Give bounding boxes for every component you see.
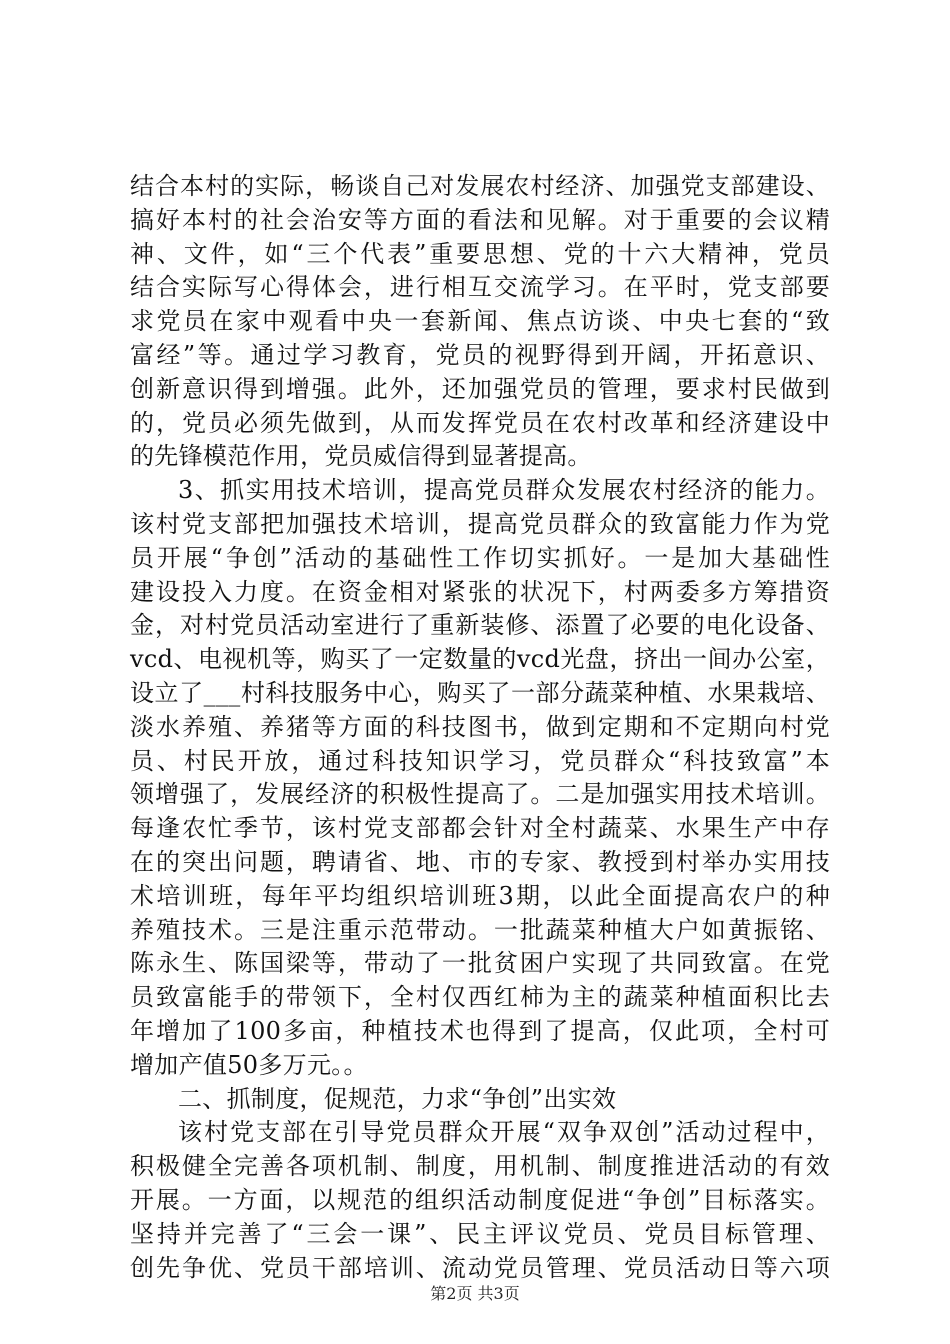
text-line: 在的突出问题，聘请省、地、市的专家、教授到村举办实用技 [130, 847, 830, 876]
text-line: 创新意识得到增强。此外，还加强党员的管理，要求村民做到 [130, 374, 830, 403]
text-line: 员、村民开放，通过科技知识学习，党员群众“科技致富”本 [130, 746, 830, 775]
text-line: 3、抓实用技术培训，提高党员群众发展农村经济的能力。 [178, 476, 830, 505]
text-line: 年增加了100多亩，种植技术也得到了提高，仅此项，全村可 [130, 1016, 830, 1045]
text-line: 的，党员必须先做到，从而发挥党员在农村改革和经济建设中 [130, 408, 830, 437]
text-line: 淡水养殖、养猪等方面的科技图书，做到定期和不定期向村党 [130, 712, 830, 741]
text-line: 该村党支部在引导党员群众开展“双争双创”活动过程中， [178, 1118, 830, 1147]
body-text [130, 170, 830, 1285]
text-line: 求党员在家中观看中央一套新闻、焦点访谈、中央七套的“致 [130, 307, 830, 336]
text-line: 富经”等。通过学习教育，党员的视野得到开阔，开拓意识、 [130, 340, 830, 369]
text-line: 建设投入力度。在资金相对紧张的状况下，村两委多方筹措资 [130, 577, 830, 606]
text-line: vcd、电视机等，购买了一定数量的vcd光盘，挤出一间办公室， [130, 645, 830, 674]
text-line: 结合本村的实际，畅谈自己对发展农村经济、加强党支部建设、 [130, 172, 830, 200]
page-footer: 第2页 共3页 [430, 1284, 520, 1303]
text-line: 增加产值50多万元。。 [130, 1050, 368, 1079]
text-line: 坚持并完善了“三会一课”、民主评议党员、党员目标管理、 [130, 1219, 830, 1248]
text-line: 搞好本村的社会治安等方面的看法和见解。对于重要的会议精 [130, 205, 830, 234]
text-line: 该村党支部把加强技术培训，提高党员群众的致富能力作为党 [130, 509, 830, 538]
text-line: 的先锋模范作用，党员威信得到显著提高。 [130, 442, 592, 471]
text-line: 员开展“争创”活动的基础性工作切实抓好。一是加大基础性 [130, 543, 830, 572]
text-line: 开展。一方面，以规范的组织活动制度促进“争创”目标落实。 [130, 1185, 830, 1214]
text-line: 员致富能手的带领下，全村仅西红柿为主的蔬菜种植面积比去 [130, 983, 830, 1012]
text-line: 每逢农忙季节，该村党支部都会针对全村蔬菜、水果生产中存 [130, 814, 830, 843]
text-line: 养殖技术。三是注重示范带动。一批蔬菜种植大户如黄振铭、 [130, 915, 830, 944]
text-line: 二、抓制度，促规范，力求“争创”出实效 [178, 1084, 617, 1113]
text-line: 术培训班，每年平均组织培训班3期，以此全面提高农户的种 [130, 881, 830, 910]
text-line: 设立了___村科技服务中心，购买了一部分蔬菜种植、水果栽培、 [130, 678, 830, 707]
text-line: 结合实际写心得体会，进行相互交流学习。在平时，党支部要 [130, 273, 830, 302]
text-line: 陈永生、陈国梁等，带动了一批贫困户实现了共同致富。在党 [130, 949, 830, 978]
text-line: 领增强了，发展经济的积极性提高了。二是加强实用技术培训。 [130, 780, 830, 809]
text-line: 神、文件，如“三个代表”重要思想、党的十六大精神，党员 [130, 239, 830, 268]
text-line: 创先争优、党员干部培训、流动党员管理、党员活动日等六项 [130, 1253, 830, 1282]
text-line: 积极健全完善各项机制、制度，用机制、制度推进活动的有效 [130, 1152, 830, 1181]
text-line: 金，对村党员活动室进行了重新装修、添置了必要的电化设备、 [130, 611, 830, 640]
